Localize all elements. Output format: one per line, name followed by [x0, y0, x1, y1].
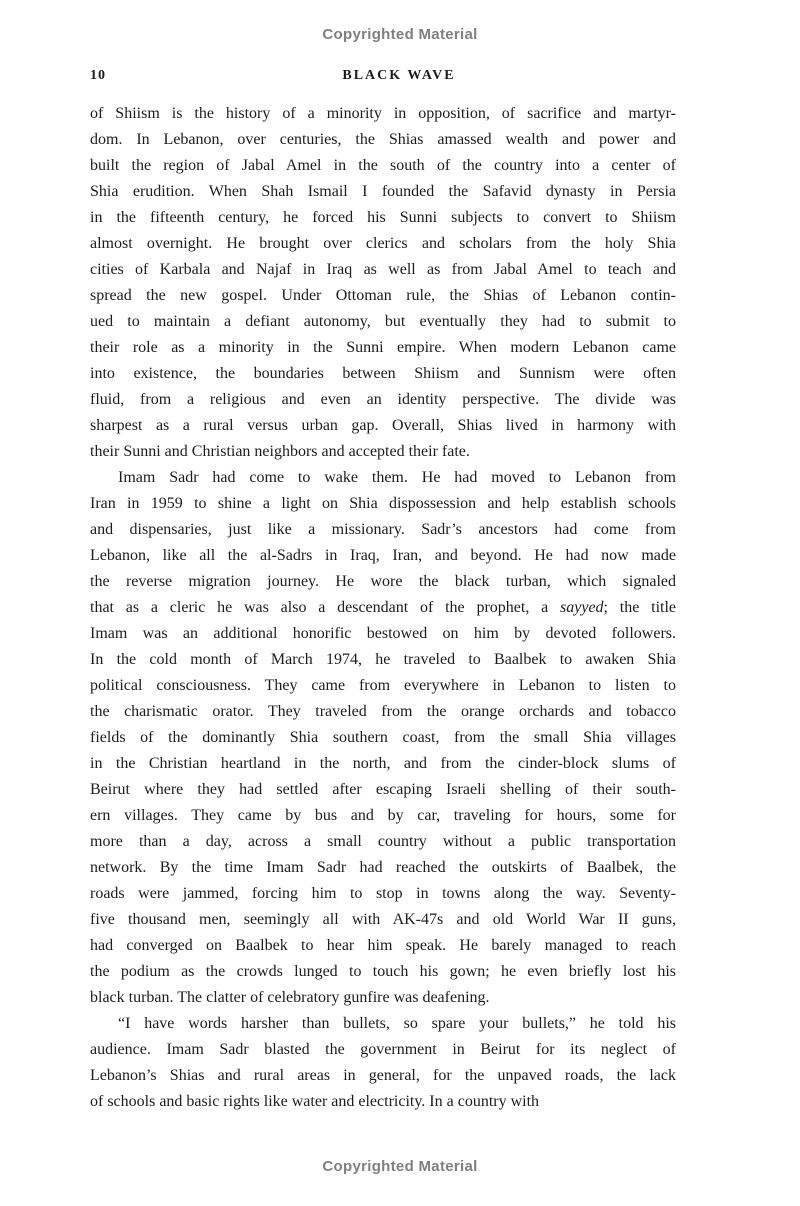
page-number: 10	[90, 68, 106, 83]
text-line: of Shiism is the history of a minority in opposition, of sacrifice and martyr-	[90, 105, 676, 122]
text-line: ern villages. They came by bus and by car, traveling for hours, some for	[90, 807, 676, 824]
text-line: the charismatic orator. They traveled from the orange orchards and tobacco	[90, 703, 676, 720]
text-line: in the Christian heartland in the north, and from the cinder-block slums of	[90, 755, 676, 772]
text-line: spread the new gospel. Under Ottoman rule, the Shias of Lebanon contin-	[90, 287, 676, 304]
text-line: almost overnight. He brought over clerics and scholars from the holy Shia	[90, 235, 676, 252]
text-line: Beirut where they had settled after escaping Israeli shelling of their south-	[90, 781, 676, 798]
paragraph	[90, 1011, 676, 1115]
text-line: that as a cleric he was also a descendant of the prophet, a sayyed; the title	[90, 599, 676, 616]
text-line: built the region of Jabal Amel in the south of the country into a center of	[90, 157, 676, 174]
text-line: Imam Sadr had come to wake them. He had moved to Lebanon from	[118, 469, 676, 486]
text-line: in the fifteenth century, he forced his Sunni subjects to convert to Shiism	[90, 209, 676, 226]
text-line: network. By the time Imam Sadr had reached the outskirts of Baalbek, the	[90, 859, 676, 876]
page-header	[90, 68, 708, 86]
text-line: political consciousness. They came from everywhere in Lebanon to listen to	[90, 677, 676, 694]
text-line: the podium as the crowds lunged to touch his gown; he even briefly lost his	[90, 963, 676, 980]
copyright-notice-bottom: Copyrighted Material	[322, 1158, 478, 1175]
text-line: fields of the dominantly Shia southern coast, from the small Shia villages	[90, 729, 676, 746]
text-line: Shia erudition. When Shah Ismail I founded the Safavid dynasty in Persia	[90, 183, 676, 200]
text-line: ued to maintain a defiant autonomy, but eventually they had to submit to	[90, 313, 676, 330]
text-line: of schools and basic rights like water and electricity. In a country with	[90, 1093, 540, 1110]
text-line: their role as a minority in the Sunni empire. When modern Lebanon came	[90, 339, 676, 356]
text-line: “I have words harsher than bullets, so spare your bullets,” he told his	[118, 1015, 676, 1032]
text-line: sharpest as a rural versus urban gap. Overall, Shias lived in harmony with	[90, 417, 676, 434]
text-line: dom. In Lebanon, over centuries, the Shias amassed wealth and power and	[90, 131, 676, 148]
paragraph	[90, 101, 676, 465]
text-line: had converged on Baalbek to hear him speak. He barely managed to reach	[90, 937, 676, 954]
running-header-title: BLACK WAVE	[342, 68, 456, 83]
text-line: cities of Karbala and Najaf in Iraq as well as from Jabal Amel to teach and	[90, 261, 676, 278]
text-line: In the cold month of March 1974, he traveled to Baalbek to awaken Shia	[90, 651, 676, 668]
text-line: Iran in 1959 to shine a light on Shia dispossession and help establish schools	[90, 495, 676, 512]
text-line: fluid, from a religious and even an identity perspective. The divide was	[90, 391, 676, 408]
text-line: Lebanon’s Shias and rural areas in general, for the unpaved roads, the lack	[90, 1067, 676, 1084]
copyright-notice-top: Copyrighted Material	[322, 26, 478, 43]
text-line: more than a day, across a small country without a public transportation	[90, 833, 676, 850]
paragraph	[90, 465, 676, 1011]
text-line: Lebanon, like all the al-Sadrs in Iraq, Iran, and beyond. He had now made	[90, 547, 676, 564]
text-line: black turban. The clatter of celebratory gunfire was deafening.	[90, 989, 490, 1006]
text-line: roads were jammed, forcing him to stop in towns along the way. Seventy-	[90, 885, 676, 902]
body-text	[90, 101, 676, 1115]
text-line: their Sunni and Christian neighbors and accepted their fate.	[90, 443, 470, 460]
text-line: and dispensaries, just like a missionary. Sadr’s ancestors had come from	[90, 521, 676, 538]
text-line: into existence, the boundaries between Shiism and Sunnism were often	[90, 365, 676, 382]
text-line: the reverse migration journey. He wore the black turban, which signaled	[90, 573, 676, 590]
text-line: five thousand men, seemingly all with AK-47s and old World War II guns,	[90, 911, 676, 928]
text-line: audience. Imam Sadr blasted the government in Beirut for its neglect of	[90, 1041, 676, 1058]
text-line: Imam was an additional honorific bestowed on him by devoted followers.	[90, 625, 676, 642]
